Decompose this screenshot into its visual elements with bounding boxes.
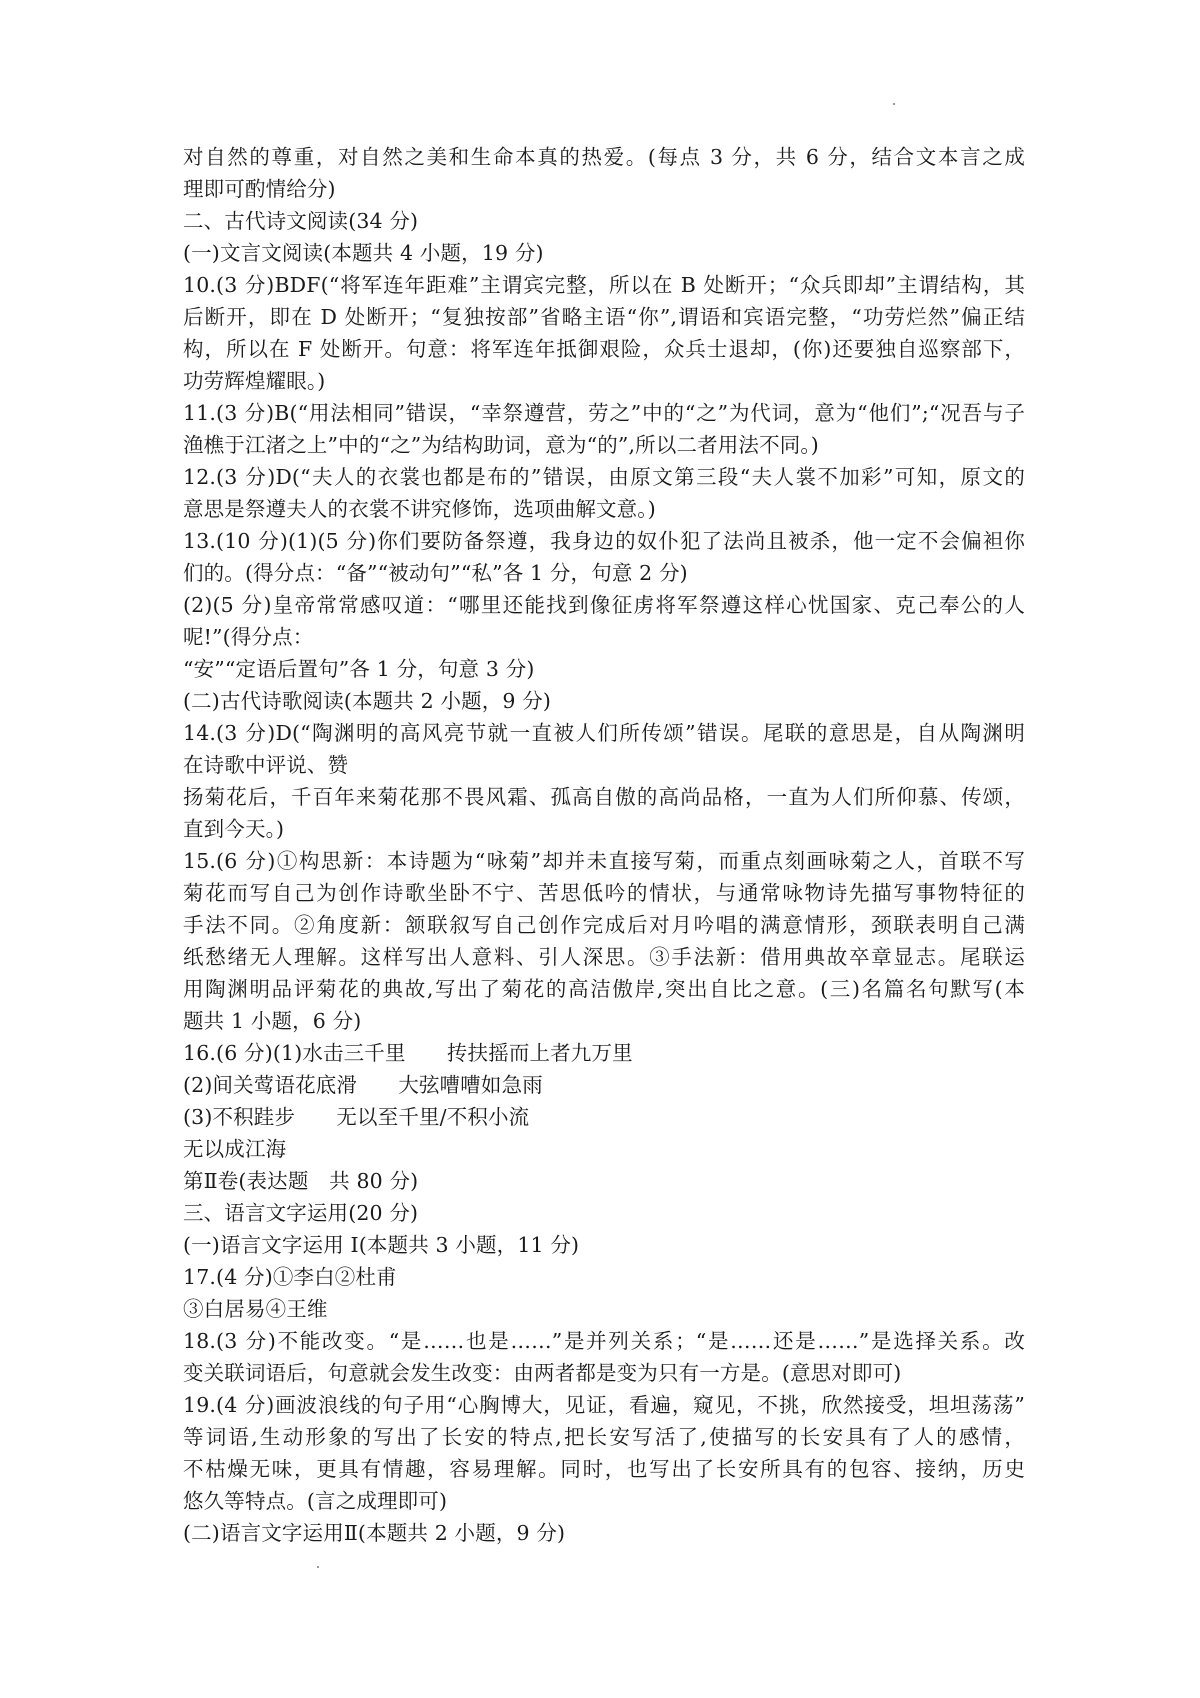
text-line: 不枯燥无味，更具有情趣，容易理解。同时，也写出了长安所具有的包容、接纳，历史 [183, 1457, 1025, 1481]
subsection-heading: (一)语言文字运用 I(本题共 3 小题，11 分) [183, 1233, 580, 1257]
text-line: 们的。(得分点：“备”“被动句”“私”各 1 分，句意 2 分) [183, 561, 688, 585]
text-line: ③白居易④王维 [183, 1297, 328, 1321]
text-line: 变关联词语后，句意就会发生改变：由两者都是变为只有一方是。(意思对即可) [183, 1361, 902, 1385]
text-line: 理即可酌情给分) [183, 177, 336, 201]
text-line: 呢!”(得分点： [183, 625, 314, 649]
text-line: 扬菊花后，千百年来菊花那不畏风霜、孤高自傲的高尚品格，一直为人们所仰慕、传颂， [183, 785, 1025, 809]
text-line: 渔樵于江渚之上”中的“之”为结构助词，意为“的”,所以二者用法不同。) [183, 433, 819, 457]
subsection-heading: (二)语言文字运用Ⅱ(本题共 2 小题，9 分) [183, 1521, 566, 1545]
text-line: 等词语,生动形象的写出了长安的特点,把长安写活了,使描写的长安具有了人的感情， [183, 1425, 1025, 1449]
text-line: 无以成江海 [183, 1137, 287, 1161]
text-line: 手法不同。②角度新：颔联叙写自己创作完成后对月吟唱的满意情形，颈联表明自己满 [183, 913, 1025, 937]
text-line: 悠久等特点。(言之成理即可) [183, 1489, 448, 1513]
text-line: 13.(10 分)(1)(5 分)你们要防备祭遵，我身边的奴仆犯了法尚且被杀，他一定不会偏袒你 [183, 529, 1025, 553]
text-line: 12.(3 分)D(“夫人的衣裳也都是布的”错误，由原文第三段“夫人裳不加彩”可知，原文的 [183, 465, 1025, 489]
text-line: 11.(3 分)B(“用法相同”错误，“幸祭遵营，劳之”中的“之”为代词，意为“他们”;“况吾与子 [183, 401, 1025, 425]
text-line: 18.(3 分)不能改变。“是……也是……”是并列关系；“是……还是……”是选择关系。改 [183, 1329, 1025, 1353]
text-line: 14.(3 分)D(“陶渊明的高风亮节就一直被人们所传颂”错误。尾联的意思是，自从陶渊明 [183, 721, 1025, 745]
answer-text-block [183, 141, 1025, 1549]
text-line: 用陶渊明品评菊花的典故,写出了菊花的高洁傲岸,突出自比之意。(三)名篇名句默写(本 [183, 977, 1025, 1001]
text-line: 菊花而写自己为创作诗歌坐卧不宁、苦思低吟的情状，与通常咏物诗先描写事物特征的 [183, 881, 1025, 905]
scan-speck-bottom [317, 1566, 319, 1568]
text-line: 对自然的尊重，对自然之美和生命本真的热爱。(每点 3 分，共 6 分，结合文本言之成 [183, 145, 1025, 169]
text-line: 15.(6 分)①构思新：本诗题为“咏菊”却并未直接写菊，而重点刻画咏菊之人，首联不写 [183, 849, 1025, 873]
text-line: 在诗歌中评说、赞 [183, 753, 349, 777]
text-line: (3)不积跬步 无以至千里/不积小流 [183, 1105, 530, 1129]
scan-speck-top [893, 103, 895, 105]
text-line: 纸愁绪无人理解。这样写出人意料、引人深思。③手法新：借用典故卒章显志。尾联运 [183, 945, 1025, 969]
text-line: 19.(4 分)画波浪线的句子用“心胸博大，见证，看遍，窥见，不挑，欣然接受，坦坦荡荡” [183, 1393, 1025, 1417]
text-line: 意思是祭遵夫人的衣裳不讲究修饰，选项曲解文意。) [183, 497, 656, 521]
text-line: 17.(4 分)①李白②杜甫 [183, 1265, 397, 1289]
text-line: 后断开，即在 D 处断开；“复独按部”省略主语“你”,谓语和宾语完整，“功劳烂然”偏正结 [183, 305, 1025, 329]
text-line: (2)(5 分)皇帝常常感叹道：“哪里还能找到像征虏将军祭遵这样心忧国家、克己奉公的人 [183, 593, 1025, 617]
subsection-heading: (二)古代诗歌阅读(本题共 2 小题，9 分) [183, 689, 552, 713]
subsection-heading: (一)文言文阅读(本题共 4 小题，19 分) [183, 241, 544, 265]
text-line: 功劳辉煌耀眼。) [183, 369, 326, 393]
text-line: 直到今天。) [183, 817, 285, 841]
text-line: 10.(3 分)BDF(“将军连年距难”主谓宾完整，所以在 B 处断开；“众兵即却”主谓结构，其 [183, 273, 1025, 297]
section-heading: 二、古代诗文阅读(34 分) [183, 209, 419, 233]
text-line: “安”“定语后置句”各 1 分，句意 3 分) [183, 657, 535, 681]
section-heading: 三、语言文字运用(20 分) [183, 1201, 419, 1225]
volume-heading: 第Ⅱ卷(表达题 共 80 分) [183, 1169, 419, 1193]
text-line: 题共 1 小题，6 分) [183, 1009, 362, 1033]
text-line: (2)间关莺语花底滑 大弦嘈嘈如急雨 [183, 1073, 543, 1097]
text-line: 构，所以在 F 处断开。句意：将军连年抵御艰险，众兵士退却，(你)还要独自巡察部下， [183, 337, 1025, 361]
text-line: 16.(6 分)(1)水击三千里 抟扶摇而上者九万里 [183, 1041, 633, 1065]
